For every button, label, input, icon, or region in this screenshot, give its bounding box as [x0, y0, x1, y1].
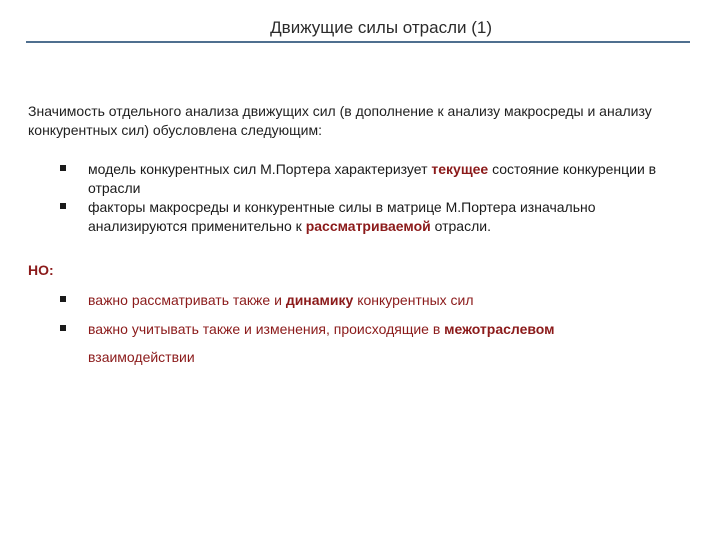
- slide-title: Движущие силы отрасли (1): [270, 18, 492, 37]
- bullet-emphasis: динамику: [285, 292, 354, 308]
- square-bullet-icon: [60, 203, 66, 209]
- bullet-text-post: конкурентных сил: [353, 292, 474, 308]
- bullet-emphasis: межотраслевом: [444, 321, 555, 337]
- main-bullet-list: [60, 160, 690, 236]
- square-bullet-icon: [60, 296, 66, 302]
- list-item: [60, 198, 690, 236]
- bullet-emphasis: рассматриваемой: [305, 218, 431, 234]
- list-item: [60, 160, 690, 198]
- intro-paragraph: Значимость отдельного анализа движущих сил (в дополнение к анализу макросреды и анализу конкурентных сил) обусловлена следующим:: [28, 103, 652, 138]
- no-label: НО:: [28, 262, 54, 278]
- bullet-text-pre: важно рассматривать также и: [88, 292, 286, 308]
- bullet-text-pre: важно учитывать также и изменения, происходящие в: [88, 321, 445, 337]
- title-underline: [26, 41, 690, 43]
- list-item: [60, 291, 690, 310]
- bullet-text-pre: модель конкурентных сил М.Портера характеризует: [88, 161, 432, 177]
- bullet-text-pre: факторы макросреды и конкурентные силы в матрице М.Портера изначально анализируются применительно к: [88, 199, 596, 234]
- continuation-text: взаимодействии: [88, 349, 195, 365]
- no-bullet-list-2: [60, 320, 690, 339]
- bullet-emphasis: текущее: [431, 161, 489, 177]
- no-bullet-list-1: [60, 291, 690, 310]
- square-bullet-icon: [60, 165, 66, 171]
- list-item: [60, 320, 690, 339]
- bullet-text-post: отрасли.: [430, 218, 491, 234]
- square-bullet-icon: [60, 325, 66, 331]
- bullet-text-post: состояние конкуренции в отрасли: [88, 161, 657, 196]
